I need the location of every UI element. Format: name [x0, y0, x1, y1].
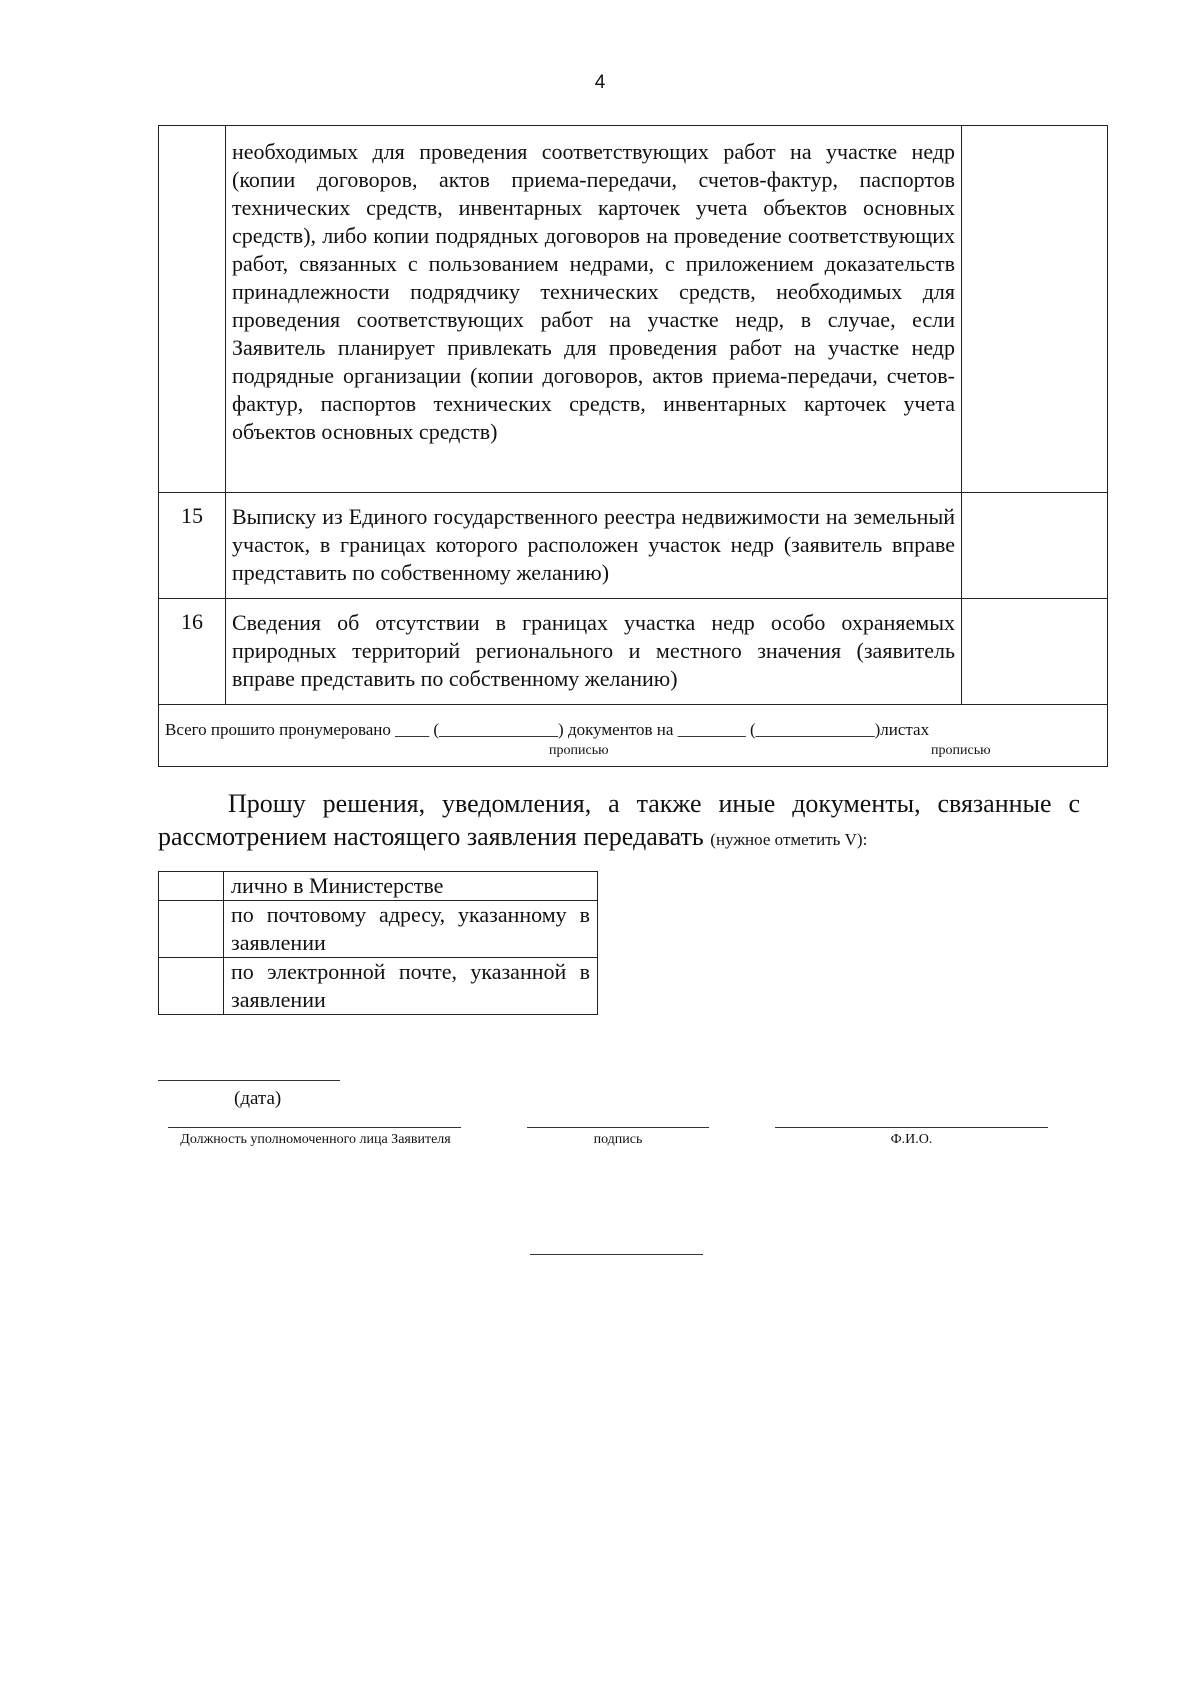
page-number: 4 — [594, 72, 606, 93]
mark-cell[interactable] — [962, 493, 1108, 599]
request-note: (нужное отметить V): — [710, 830, 868, 849]
position-caption: Должность уполномоченного лица Заявителя — [180, 1132, 451, 1147]
option-label: по почтовому адресу, указанному в заявлении — [224, 901, 598, 958]
date-caption: (дата) — [234, 1088, 282, 1109]
signature-line — [527, 1127, 709, 1128]
documents-table — [158, 125, 1108, 767]
option-checkbox[interactable] — [159, 901, 224, 958]
option-label: лично в Министерстве — [224, 872, 598, 901]
footer-divider — [530, 1254, 703, 1255]
mark-cell[interactable] — [962, 126, 1108, 493]
total-row — [159, 705, 1108, 767]
option-row — [159, 872, 598, 901]
row-number: 16 — [159, 599, 226, 705]
option-row — [159, 958, 598, 1015]
signature-caption: подпись — [593, 1132, 643, 1147]
total-sub-caption: прописью — [931, 743, 991, 758]
row-text: Сведения об отсутствии в границах участка недр особо охраняемых природных территорий регионального и местного значения (заявитель вправе представить по собственному желанию) — [226, 599, 962, 705]
row-number-cell — [159, 126, 226, 493]
position-line — [168, 1127, 461, 1128]
table-row — [159, 493, 1108, 599]
delivery-options-table — [158, 871, 598, 1015]
row-text: Выписку из Единого государственного реестра недвижимости на земельный участок, в границах которого расположен участок недр (заявитель вправе представить по собственному желанию) — [226, 493, 962, 599]
name-line — [775, 1127, 1048, 1128]
option-label: по электронной почте, указанной в заявлении — [224, 958, 598, 1015]
total-sub-caption: прописью — [549, 743, 609, 758]
mark-cell[interactable] — [962, 599, 1108, 705]
total-cell — [159, 705, 1108, 767]
row-text: необходимых для проведения соответствующих работ на участке недр (копии договоров, актов приема-передачи, счетов-фактур, паспортов технических средств, инвентарных карточек учета объектов основных средств), либо копии подрядных договоров на проведение соответствующих работ, связанных с пользованием недрами, с приложением доказательств принадлежности подрядчику технических средств, необходимых для проведения соответствующих работ на участке недр, в случае, если Заявитель планирует привлекать для проведения работ на участке недр подрядные организации (копии договоров, актов приема-передачи, счетов-фактур, паспортов технических средств, инвентарных карточек учета объектов основных средств) — [226, 126, 962, 493]
option-checkbox[interactable] — [159, 872, 224, 901]
total-line: Всего прошито пронумеровано ____ (______________) документов на ________ (______________)листах — [165, 720, 930, 739]
table-row — [159, 126, 1108, 493]
name-caption: Ф.И.О. — [890, 1132, 933, 1147]
request-paragraph — [158, 787, 1080, 856]
table-row — [159, 599, 1108, 705]
date-line — [158, 1080, 340, 1081]
request-text: Прошу решения, уведомления, а также иные документы, связанные с рассмотрением настоящего заявления передавать — [158, 789, 1080, 851]
row-number: 15 — [159, 493, 226, 599]
option-checkbox[interactable] — [159, 958, 224, 1015]
option-row — [159, 901, 598, 958]
